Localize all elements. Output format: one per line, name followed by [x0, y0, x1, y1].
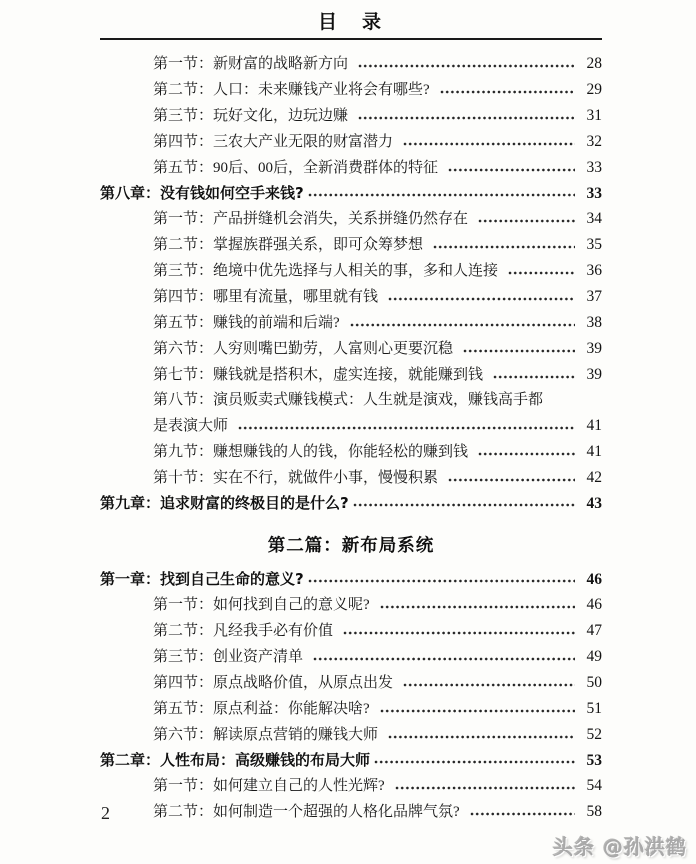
footer-page-number: 2: [101, 803, 110, 823]
toc-entry-page: 41: [586, 443, 602, 460]
toc-entry-label: 第一章：找到自己生命的意义?: [100, 570, 304, 588]
toc-entry-label: 第一节：如何找到自己的意义呢?: [153, 597, 370, 613]
toc-entry-page: 43: [586, 495, 602, 512]
toc-list: [100, 51, 602, 825]
toc-entry: [100, 413, 602, 439]
dot-leader: [508, 264, 575, 279]
toc-entry-page: 37: [586, 288, 602, 305]
toc-entry: [100, 232, 602, 258]
dot-leader: [463, 342, 575, 357]
toc-entry-label: 第九节：赚想赚钱的人的钱，你能轻松的赚到钱: [153, 444, 469, 460]
toc-entry: [100, 258, 602, 284]
toc-entry: [100, 439, 602, 465]
dot-leader: [478, 212, 575, 227]
toc-entry: [100, 155, 602, 181]
toc-entry: [100, 618, 602, 644]
dot-leader: [440, 83, 575, 98]
toc-entry-page: 33: [586, 185, 602, 202]
toc-entry-page: 52: [586, 726, 602, 743]
toc-entry-label: 第四节：三农大产业无限的财富潜力: [153, 134, 394, 150]
toc-entry: [100, 336, 602, 362]
toc-entry-page: 41: [586, 417, 602, 434]
toc-entry-label: 第一节：产品拼缝机会消失，关系拼缝仍然存在: [153, 211, 469, 227]
toc-entry-page: 36: [586, 262, 602, 279]
toc-entry-label: 第二节：如何制造一个超强的人格化品牌气氛?: [153, 804, 460, 820]
dot-leader: [308, 572, 575, 587]
dot-leader: [448, 161, 575, 176]
toc-entry-label: 第四节：原点战略价值，从原点出发: [153, 675, 394, 691]
toc-entry: [100, 181, 602, 206]
toc-entry-label: 第三节：玩好文化，边玩边赚: [153, 108, 349, 124]
toc-entry-page: 35: [586, 236, 602, 253]
toc-entry-page: 50: [586, 674, 602, 691]
toc-entry: [100, 388, 602, 413]
watermark: 头条 @孙洪鹤: [553, 835, 687, 859]
toc-entry: [100, 592, 602, 618]
toc-entry-page: 29: [586, 81, 602, 98]
toc-entry-page: 32: [586, 133, 602, 150]
dot-leader: [380, 702, 575, 717]
toc-entry: [100, 670, 602, 696]
toc-entry-label: 第五节：原点利益：你能解决啥?: [153, 701, 370, 717]
toc-entry-label: 第六节：解读原点营销的赚钱大师: [153, 727, 379, 743]
toc-entry-label: 第九章：追求财富的终极目的是什么?: [100, 494, 349, 512]
toc-entry-label: 第三节：绝境中优先选择与人相关的事，多和人连接: [153, 263, 499, 279]
dot-leader: [358, 109, 575, 124]
dot-leader: [493, 368, 575, 383]
toc-entry-page: 38: [586, 314, 602, 331]
toc-entry-label: 第五节：90后、00后，全新消费群体的特征: [153, 160, 439, 176]
toc-entry-label: 第七节：赚钱就是搭积木，虚实连接，就能赚到钱: [153, 367, 484, 383]
toc-entry-page: 49: [586, 648, 602, 665]
toc-entry: [100, 748, 602, 773]
toc-entry-page: 39: [586, 366, 602, 383]
toc-entry-page: 54: [586, 777, 602, 794]
dot-leader: [403, 135, 575, 150]
toc-entry: [100, 362, 602, 388]
toc-entry-label: 第八节：演员贩卖式赚钱模式：人生就是演戏，赚钱高手都: [153, 392, 544, 408]
toc-entry-page: 47: [586, 622, 602, 639]
page-title: 目 录: [317, 11, 384, 33]
toc-entry: [100, 310, 602, 336]
dot-leader: [353, 496, 575, 511]
toc-entry-label: 第二节：掌握族群强关系，即可众筹梦想: [153, 237, 424, 253]
toc-entry: [100, 799, 602, 825]
toc-entry: [100, 206, 602, 232]
toc-entry: [100, 51, 602, 77]
dot-leader: [395, 779, 575, 794]
toc-entry-label: 第二章：人性布局：高级赚钱的布局大师: [100, 751, 371, 769]
dot-leader: [478, 445, 575, 460]
dot-leader: [388, 290, 575, 305]
toc-entry-page: 46: [586, 571, 602, 588]
dot-leader: [388, 728, 575, 743]
dot-leader: [448, 471, 575, 486]
toc-entry-page: 31: [586, 107, 602, 124]
toc-entry-label: 是表演大师: [153, 418, 229, 434]
toc-entry: [100, 567, 602, 592]
toc-entry-page: 34: [586, 210, 602, 227]
toc-entry-page: 53: [586, 752, 602, 769]
dot-leader: [433, 238, 575, 253]
toc-entry-page: 39: [586, 340, 602, 357]
toc-entry-page: 28: [586, 55, 602, 72]
toc-entry-label: 第三节：创业资产清单: [153, 649, 304, 665]
dot-leader: [238, 419, 575, 434]
dot-leader: [374, 753, 575, 768]
dot-leader: [313, 650, 575, 665]
toc-entry-label: 第二节：人口：未来赚钱产业将会有哪些?: [153, 82, 430, 98]
dot-leader: [380, 598, 575, 613]
dot-leader: [350, 316, 575, 331]
header-divider: [100, 38, 602, 40]
toc-entry-label: 第八章：没有钱如何空手来钱?: [100, 184, 304, 202]
toc-entry-page: 33: [586, 159, 602, 176]
toc-entry: [100, 284, 602, 310]
toc-entry: [100, 644, 602, 670]
toc-entry-page: 46: [586, 596, 602, 613]
toc-entry: [100, 722, 602, 748]
dot-leader: [343, 624, 575, 639]
toc-entry-page: 58: [586, 803, 602, 820]
toc-content: [100, 10, 602, 825]
toc-entry: [100, 77, 602, 103]
toc-entry: [100, 773, 602, 799]
toc-entry-label: 第六节：人穷则嘴巴勤劳，人富则心更要沉稳: [153, 341, 454, 357]
toc-entry-label: 第十节：实在不行，就做件小事，慢慢积累: [153, 470, 439, 486]
dot-leader: [358, 57, 575, 72]
toc-entry: [100, 491, 602, 516]
toc-entry-label: 第一节：新财富的战略新方向: [153, 56, 349, 72]
toc-entry-page: 51: [586, 700, 602, 717]
dot-leader: [403, 676, 575, 691]
toc-entry-label: 第四节：哪里有流量，哪里就有钱: [153, 289, 379, 305]
part-title: 第二篇：新布局系统: [267, 536, 435, 556]
dot-leader: [470, 805, 575, 820]
toc-entry-label: 第二节：凡经我手必有价值: [153, 623, 334, 639]
toc-entry: [100, 129, 602, 155]
toc-entry-label: 第五节：赚钱的前端和后端?: [153, 315, 340, 331]
dot-leader: [308, 186, 575, 201]
toc-entry-page: 42: [586, 469, 602, 486]
toc-entry-label: 第一节：如何建立自己的人性光辉?: [153, 778, 385, 794]
toc-entry: [100, 696, 602, 722]
toc-entry: [100, 465, 602, 491]
toc-entry: [100, 103, 602, 129]
